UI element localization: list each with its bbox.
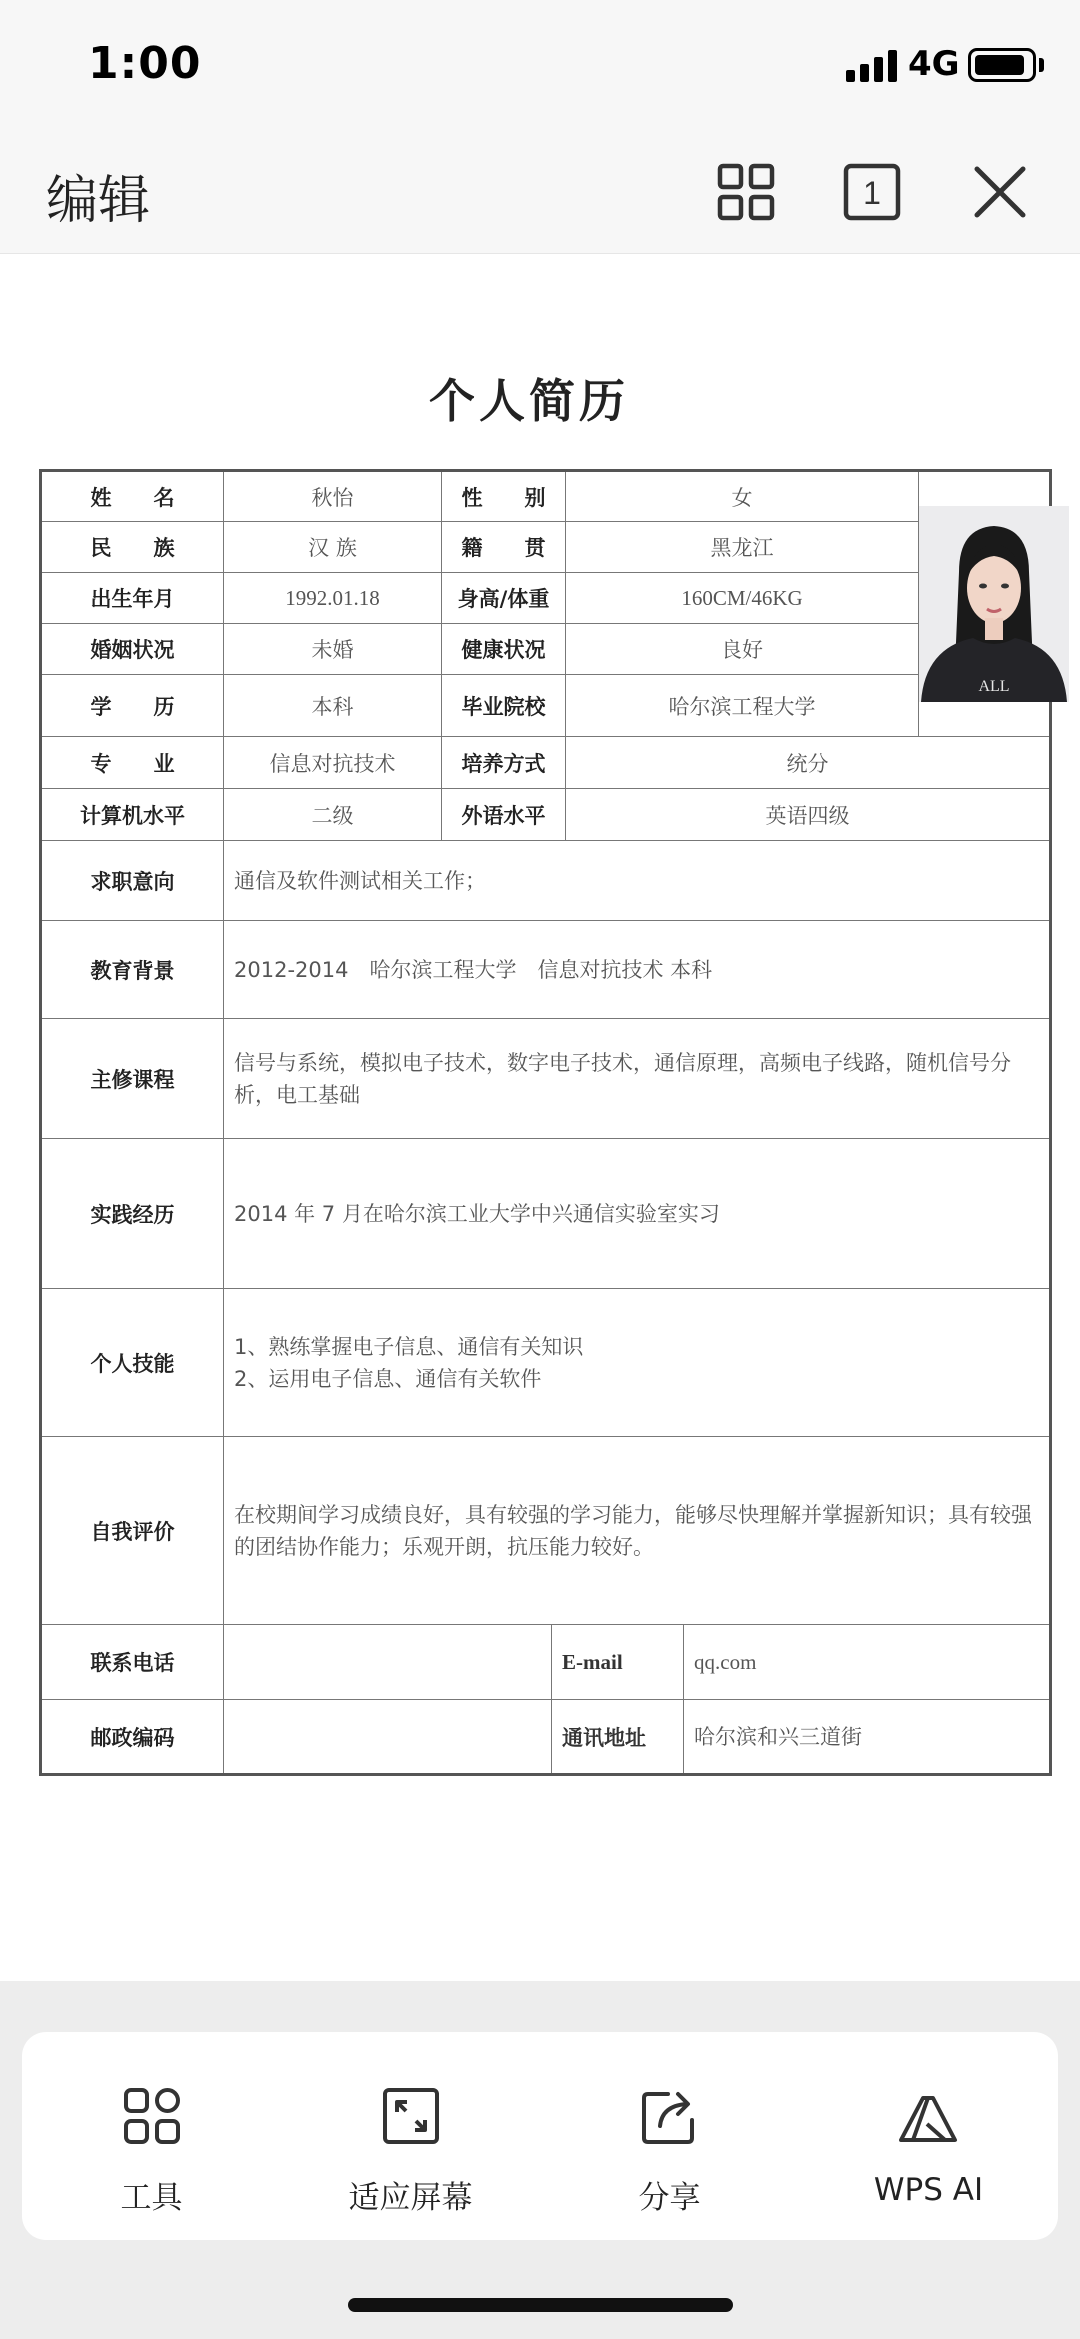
table-row bbox=[41, 1625, 1051, 1700]
skills-value bbox=[224, 1289, 1051, 1437]
training-value: 统分 bbox=[566, 737, 1051, 789]
marital-label: 婚姻状况 bbox=[41, 624, 224, 675]
address-label: 通讯地址 bbox=[552, 1700, 684, 1775]
page-count: 1 bbox=[863, 175, 881, 211]
major-label: 专 业 bbox=[41, 737, 224, 789]
language-label: 外语水平 bbox=[442, 789, 566, 841]
major-value: 信息对抗技术 bbox=[224, 737, 442, 789]
fit-screen-label: 适应屏幕 bbox=[348, 2180, 473, 2216]
fit-screen-icon bbox=[379, 2084, 443, 2148]
origin-label: 籍 贯 bbox=[442, 522, 566, 573]
email-label: E-mail bbox=[552, 1625, 684, 1700]
skill-item: 1、熟练掌握电子信息、通信有关知识 bbox=[234, 1334, 584, 1359]
origin-value: 黑龙江 bbox=[566, 522, 919, 573]
photo-shirt-text: ALL bbox=[978, 678, 1010, 695]
name-label: 姓 名 bbox=[41, 471, 224, 522]
table-row bbox=[41, 573, 1051, 624]
postcode-value bbox=[224, 1700, 552, 1775]
table-row bbox=[41, 624, 1051, 675]
postcode-label: 邮政编码 bbox=[41, 1700, 224, 1775]
share-button[interactable] bbox=[540, 2032, 799, 2240]
phone-value bbox=[224, 1625, 552, 1700]
resume-title: 个人简历 bbox=[429, 374, 629, 428]
practice-label: 实践经历 bbox=[41, 1139, 224, 1289]
edit-button[interactable]: 编辑 bbox=[46, 171, 151, 231]
school-value: 哈尔滨工程大学 bbox=[566, 675, 919, 737]
share-label: 分享 bbox=[638, 2180, 701, 2216]
phone-label: 联系电话 bbox=[41, 1625, 224, 1700]
profile-photo bbox=[919, 506, 1069, 702]
self-eval-label: 自我评价 bbox=[41, 1437, 224, 1625]
document-page[interactable] bbox=[0, 255, 1080, 1980]
height-weight-label: 身高/体重 bbox=[442, 573, 566, 624]
birth-label: 出生年月 bbox=[41, 573, 224, 624]
edu-bg-value: 2012-2014 哈尔滨工程大学 信息对抗技术 本科 bbox=[224, 921, 1051, 1019]
computer-label: 计算机水平 bbox=[41, 789, 224, 841]
wps-ai-button[interactable] bbox=[799, 2032, 1058, 2240]
job-intent-value: 通信及软件测试相关工作； bbox=[224, 841, 1051, 921]
table-row bbox=[41, 921, 1051, 1019]
table-row bbox=[41, 1700, 1051, 1775]
health-value: 良好 bbox=[566, 624, 919, 675]
table-row bbox=[41, 1139, 1051, 1289]
table-row bbox=[41, 789, 1051, 841]
grid-view-icon[interactable] bbox=[714, 160, 778, 224]
self-eval-value: 在校期间学习成绩良好，具有较强的学习能力，能够尽快理解并掌握新知识；具有较强的团结协作能力；乐观开朗，抗压能力较好。 bbox=[224, 1437, 1051, 1625]
school-label: 毕业院校 bbox=[442, 675, 566, 737]
email-value: qq.com bbox=[684, 1625, 1051, 1700]
education-value: 本科 bbox=[224, 675, 442, 737]
status-time: 1:00 bbox=[88, 38, 202, 89]
photo-cell bbox=[919, 471, 1051, 737]
table-row bbox=[41, 737, 1051, 789]
table-row bbox=[41, 1289, 1051, 1437]
table-row bbox=[41, 522, 1051, 573]
gender-label: 性 别 bbox=[442, 471, 566, 522]
tools-button[interactable] bbox=[22, 2032, 281, 2240]
ethnicity-value: 汉 族 bbox=[224, 522, 442, 573]
tools-label: 工具 bbox=[120, 2180, 183, 2216]
education-label: 学 历 bbox=[41, 675, 224, 737]
share-icon bbox=[638, 2084, 702, 2148]
table-row bbox=[41, 675, 1051, 737]
table-row bbox=[41, 1019, 1051, 1139]
height-weight-value: 160CM/46KG bbox=[566, 573, 919, 624]
home-indicator[interactable] bbox=[348, 2298, 733, 2312]
courses-value: 信号与系统，模拟电子技术，数字电子技术，通信原理，高频电子线路，随机信号分析，电工基础 bbox=[224, 1019, 1051, 1139]
wps-ai-label: WPS AI bbox=[873, 2172, 984, 2208]
tools-icon bbox=[120, 2084, 184, 2148]
language-value: 英语四级 bbox=[566, 789, 1051, 841]
training-label: 培养方式 bbox=[442, 737, 566, 789]
marital-value: 未婚 bbox=[224, 624, 442, 675]
table-row bbox=[41, 841, 1051, 921]
top-toolbar bbox=[0, 130, 1080, 254]
computer-value: 二级 bbox=[224, 789, 442, 841]
birth-value: 1992.01.18 bbox=[224, 573, 442, 624]
status-bar bbox=[0, 0, 1080, 130]
bottom-toolbar bbox=[22, 2032, 1058, 2240]
battery-icon bbox=[968, 48, 1036, 82]
health-label: 健康状况 bbox=[442, 624, 566, 675]
name-value: 秋怡 bbox=[224, 471, 442, 522]
close-icon[interactable] bbox=[968, 160, 1032, 224]
skill-item: 2、运用电子信息、通信有关软件 bbox=[234, 1366, 542, 1391]
page-count-icon[interactable] bbox=[840, 160, 904, 224]
signal-icon bbox=[846, 48, 898, 82]
battery-nub bbox=[1039, 58, 1044, 72]
job-intent-label: 求职意向 bbox=[41, 841, 224, 921]
edu-bg-label: 教育背景 bbox=[41, 921, 224, 1019]
table-row bbox=[41, 471, 1051, 522]
courses-label: 主修课程 bbox=[41, 1019, 224, 1139]
gender-value: 女 bbox=[566, 471, 919, 522]
practice-value: 2014 年 7 月在哈尔滨工业大学中兴通信实验室实习 bbox=[224, 1139, 1051, 1289]
address-value: 哈尔滨和兴三道街 bbox=[684, 1700, 1051, 1775]
ethnicity-label: 民 族 bbox=[41, 522, 224, 573]
fit-screen-button[interactable] bbox=[281, 2032, 540, 2240]
resume-table bbox=[39, 469, 1052, 1776]
wps-ai-icon bbox=[897, 2084, 961, 2148]
skills-label: 个人技能 bbox=[41, 1289, 224, 1437]
network-label: 4G bbox=[908, 44, 960, 84]
table-row bbox=[41, 1437, 1051, 1625]
